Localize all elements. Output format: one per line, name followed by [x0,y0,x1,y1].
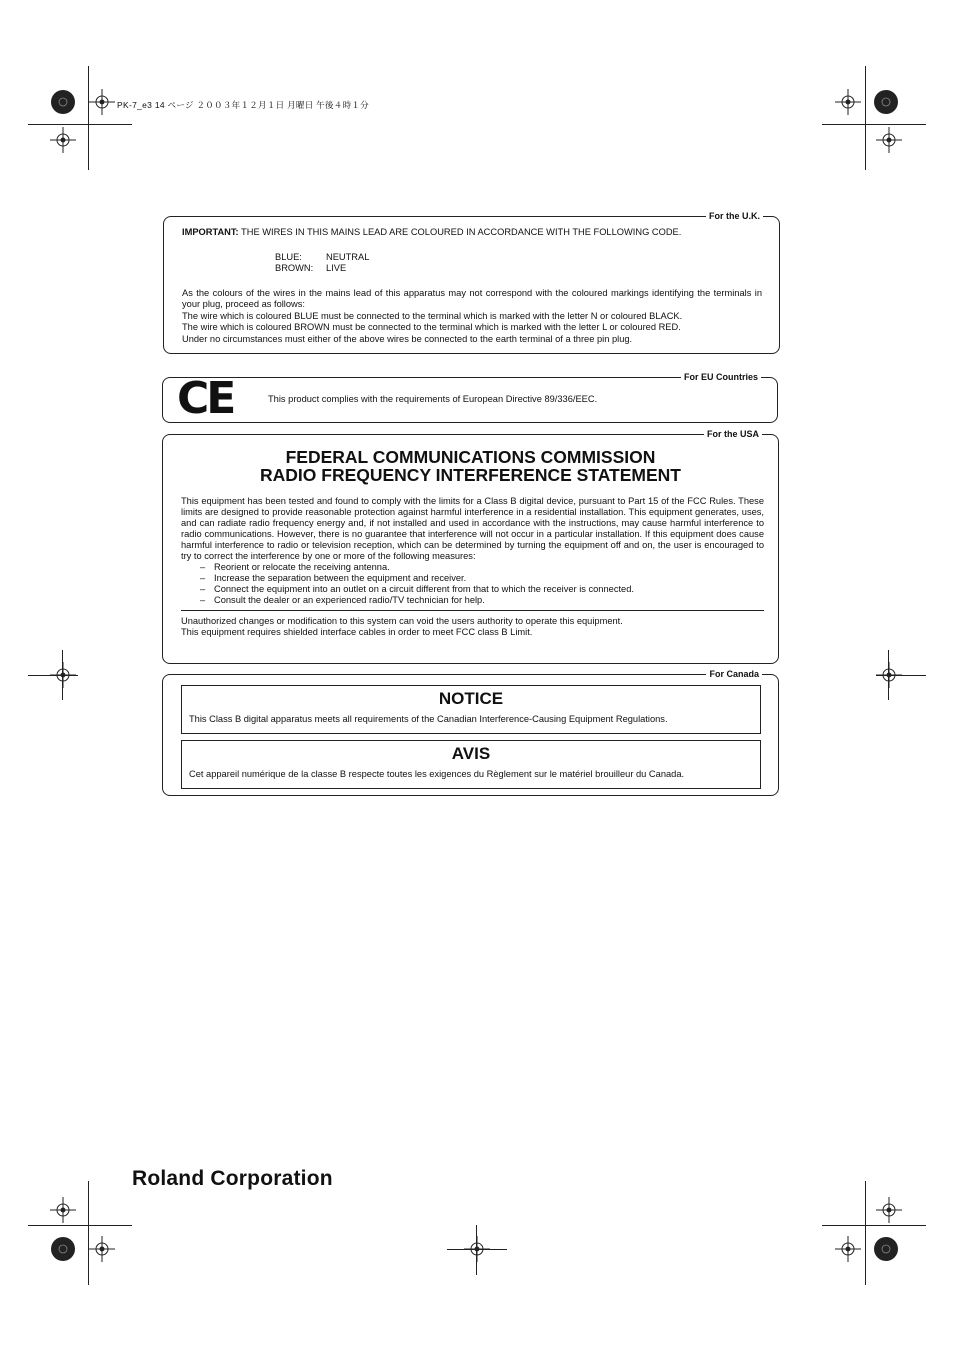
crosshair-icon [835,1236,861,1262]
uk-line: The wire which is coloured BLUE must be connected to the terminal which is marked with the letter N or coloured BLACK. [182,310,683,321]
crosshair-icon [50,1197,76,1223]
fcc-footer-line: This equipment requires shielded interface cables in order to meet FCC class B Limit. [181,627,533,637]
eu-section [162,372,778,424]
fcc-body-text: This equipment has been tested and found to comply with the limits for a Class B digital device, pursuant to Part 15 of the FCC Rules. These limits are designed to provide reasonable protection against harmful interference in a residential installation. This equipment generates, uses, and can radiate radio frequency energy and, if not installed and used in accordance with the instructions, may cause harmful interference to radio communications. However, there is no guarantee that interference will not occur in a particular installation. If this equipment does cause harmful interference to radio or television reception, which can be determined by turning the equipment off and on, the user is encouraged to try to correct the interference by one or more of the following measures: [181,496,764,561]
notice-box [181,685,761,734]
uk-paragraph: As the colours of the wires in the mains lead of this apparatus may not correspond with the coloured markings identifying the terminals in your plug, proceed as follows: [182,287,762,309]
crop-line [865,1181,866,1285]
crosshair-icon [50,127,76,153]
colour-code-list [275,252,762,275]
fcc-measures-list [181,562,764,606]
crop-line [88,66,89,170]
registration-disc-icon [873,1236,899,1262]
crop-line [62,650,63,700]
avis-text: Cet appareil numérique de la classe B respecte toutes les exigences du Règlement sur le matériel brouilleur du Canada. [189,769,685,779]
important-text: THE WIRES IN THIS MAINS LEAD ARE COLOURED IN ACCORDANCE WITH THE FOLLOWING CODE. [238,227,682,237]
crosshair-icon [835,89,861,115]
crosshair-icon [89,1236,115,1262]
notice-title: NOTICE [438,689,504,708]
crop-line [28,124,132,125]
crop-line [876,675,926,676]
divider [181,610,764,611]
crosshair-icon [876,1197,902,1223]
list-item: – Connect the equipment into an outlet on a circuit different from that to which the receiver is connected. [181,584,764,595]
eu-tab-label: For EU Countries [681,370,761,384]
uk-section [163,211,780,354]
list-item: – Increase the separation between the equipment and receiver. [181,573,764,584]
canada-tab-label: For Canada [706,667,762,681]
fcc-title: FEDERAL COMMUNICATIONS COMMISSION RADIO FREQUENCY INTERFERENCE STATEMENT [260,447,681,485]
usa-section [162,429,779,664]
canada-section [162,669,779,796]
avis-box [181,740,761,789]
list-item: – Consult the dealer or an experienced radio/TV technician for help. [181,595,764,606]
roland-logo: Roland Corporation [132,1167,333,1190]
uk-tab-label: For the U.K. [706,209,763,223]
crop-line [822,1225,926,1226]
crop-line [88,1181,89,1285]
crosshair-icon [876,127,902,153]
ce-mark-logo: CE [177,373,234,424]
colour-code-row: BLUE: NEUTRAL [275,251,370,262]
registration-disc-icon [873,89,899,115]
notice-text: This Class B digital apparatus meets all requirements of the Canadian Interference-Causing Equipment Regulations. [189,714,668,724]
usa-tab-label: For the USA [704,427,762,441]
crop-line [822,124,926,125]
uk-line: Under no circumstances must either of the above wires be connected to the earth terminal of a three pin plug. [182,333,633,344]
crop-line [476,1225,477,1275]
uk-line: The wire which is coloured BROWN must be connected to the terminal which is marked with the letter L or coloured RED. [182,322,681,332]
registration-disc-icon [50,89,76,115]
crop-line [865,66,866,170]
crop-line [28,675,78,676]
crosshair-icon [89,89,115,115]
fcc-footer-line: Unauthorized changes or modification to this system can void the users authority to operate this equipment. [181,616,623,626]
important-label: IMPORTANT: [182,227,239,237]
crop-line [28,1225,132,1226]
print-info: PK-7_e3 14 ページ ２００３年１２月１日 月曜日 午後４時１分 [117,100,369,110]
registration-disc-icon [50,1236,76,1262]
avis-title: AVIS [451,744,491,763]
colour-code-row: BROWN: LIVE [275,263,347,273]
list-item: – Reorient or relocate the receiving antenna. [181,562,764,573]
crop-line [447,1249,507,1250]
crop-line [888,650,889,700]
eu-compliance-text: This product complies with the requirements of European Directive 89/336/EEC. [268,394,598,404]
